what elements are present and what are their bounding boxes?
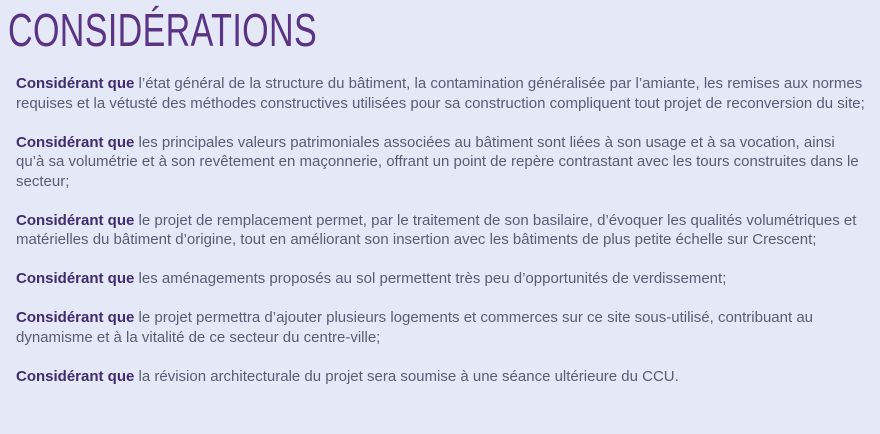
consideration-lead: Considérant que bbox=[16, 133, 135, 151]
consideration-text: les aménagements proposés au sol permettent très peu d’opportunités de verdissement; bbox=[134, 270, 727, 287]
consideration-text: l’état général de la structure du bâtiment, la contamination généralisée par l’amiante, les remises aux normes requises et la vétusté des méthodes constructives utilisées pour sa construction compliquent tout projet de reconversion du site; bbox=[16, 75, 865, 112]
considerations-list bbox=[16, 74, 866, 406]
page-title: CONSIDÉRATIONS bbox=[8, 4, 318, 56]
consideration-text: la révision architecturale du projet sera soumise à une séance ultérieure du CCU. bbox=[134, 367, 679, 385]
consideration-lead: Considérant que bbox=[16, 211, 135, 229]
consideration-paragraph bbox=[16, 74, 866, 113]
consideration-text: le projet de remplacement permet, par le traitement de son basilaire, d’évoquer les qualités volumétriques et matérielles du bâtiment d’origine, tout en améliorant son insertion avec les bâtiments de plus petite échelle sur Crescent; bbox=[16, 211, 857, 248]
consideration-paragraph bbox=[16, 367, 866, 387]
consideration-lead: Considérant que bbox=[16, 309, 135, 326]
consideration-lead: Considérant que bbox=[16, 75, 135, 92]
consideration-paragraph bbox=[16, 308, 866, 347]
consideration-text: le projet permettra d’ajouter plusieurs logements et commerces sur ce site sous-utilisé, contribuant au dynamisme et à la vitalité de ce secteur du centre-ville; bbox=[16, 309, 814, 346]
consideration-text: les principales valeurs patrimoniales associées au bâtiment sont liées à son usage et à sa vocation, ainsi qu’à sa volumétrie et à son revêtement en maçonnerie, offrant un point de repère contrastant avec les tours construites dans le secteur; bbox=[16, 133, 859, 190]
consideration-paragraph bbox=[16, 133, 866, 192]
consideration-lead: Considérant que bbox=[16, 270, 135, 287]
consideration-paragraph bbox=[16, 211, 866, 250]
consideration-lead: Considérant que bbox=[16, 367, 135, 385]
consideration-paragraph bbox=[16, 269, 866, 289]
